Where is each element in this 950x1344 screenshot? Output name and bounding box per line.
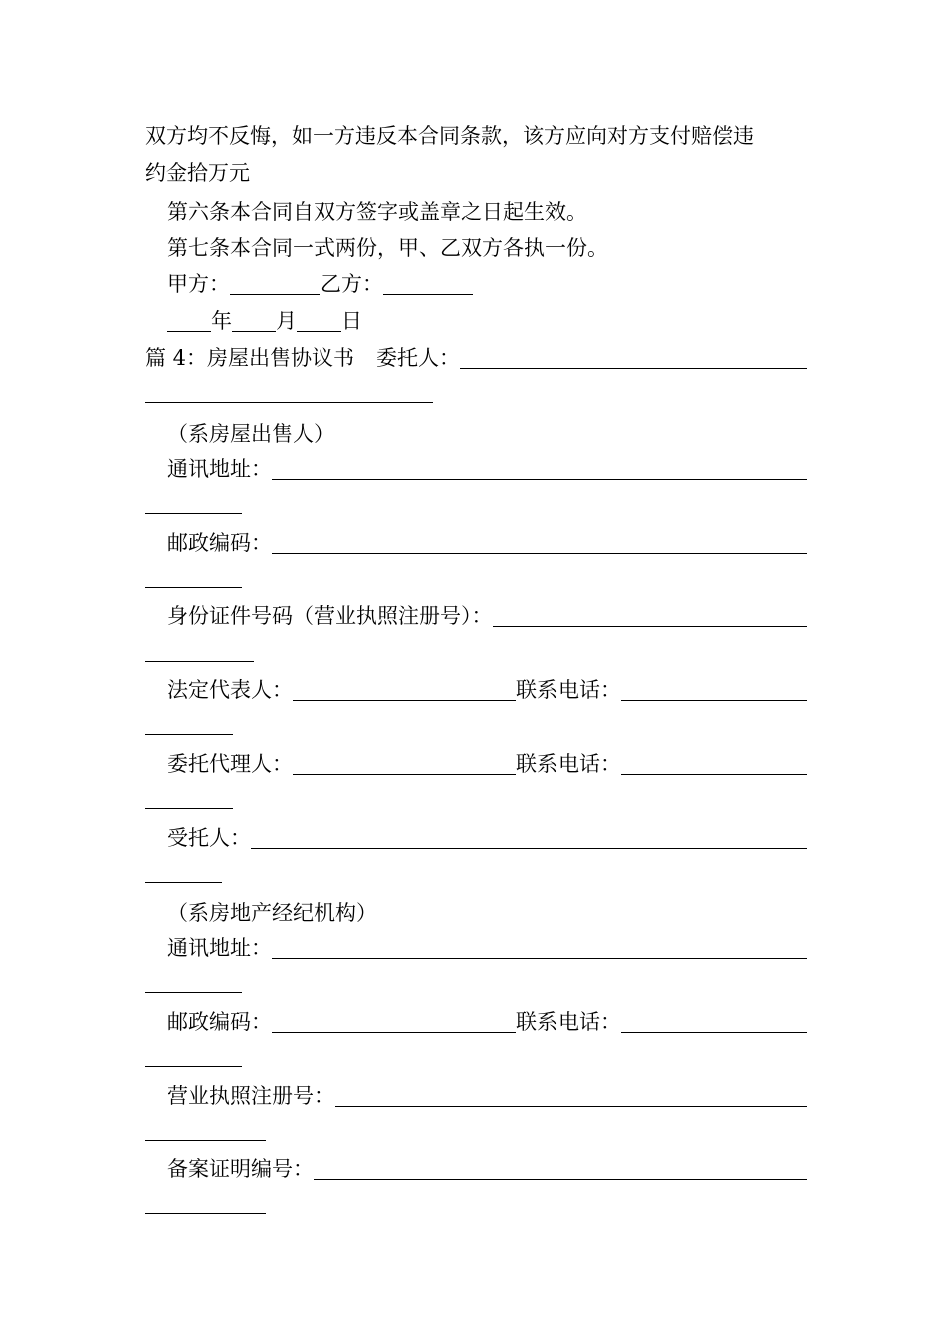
section-heading-line [145, 345, 807, 371]
agent-phone-blank-continued[interactable] [145, 808, 233, 809]
license-line [145, 1083, 807, 1109]
filing-line [145, 1156, 807, 1182]
article-7: 第七条本合同一式两份，甲、乙双方各执一份。 [167, 236, 608, 260]
trustee-blank-continued[interactable] [145, 882, 222, 883]
id-number-blank[interactable] [493, 606, 808, 627]
agent-label: 委托代理人： [167, 752, 293, 776]
paragraph-line: 双方均不反悔，如一方违反本合同条款，该方应向对方支付赔偿违 [145, 124, 754, 148]
seller-note: （系房屋出售人） [167, 422, 335, 446]
address-blank[interactable] [272, 459, 807, 480]
license-label: 营业执照注册号： [167, 1084, 335, 1108]
agency-address-blank[interactable] [272, 938, 807, 959]
postcode-label: 邮政编码： [167, 531, 272, 555]
filing-blank[interactable] [314, 1159, 807, 1180]
agency-phone-blank[interactable] [621, 1012, 807, 1033]
legal-rep-phone-blank[interactable] [621, 680, 807, 701]
legal-rep-phone-blank-continued[interactable] [145, 734, 233, 735]
agency-address-label: 通讯地址： [167, 936, 272, 960]
agency-postcode-label: 邮政编码： [167, 1010, 272, 1034]
filing-blank-continued[interactable] [145, 1213, 266, 1214]
article-6: 第六条本合同自双方签字或盖章之日起生效。 [167, 200, 587, 224]
year-blank[interactable] [167, 311, 211, 332]
postcode-line [145, 530, 807, 556]
agency-note: （系房地产经纪机构） [167, 901, 377, 925]
address-blank-continued[interactable] [145, 513, 242, 514]
legal-rep-blank[interactable] [293, 680, 516, 701]
agent-line [145, 751, 807, 777]
agency-phone-label: 联系电话： [516, 1010, 621, 1034]
address-line [145, 456, 807, 482]
postcode-blank-continued[interactable] [145, 587, 242, 588]
license-blank-continued[interactable] [145, 1140, 266, 1141]
agency-postcode-line [145, 1009, 807, 1035]
trustee-label: 受托人： [167, 826, 251, 850]
agency-postcode-blank[interactable] [272, 1012, 516, 1033]
paragraph-line: 约金拾万元 [145, 161, 250, 185]
address-label: 通讯地址： [167, 457, 272, 481]
agency-phone-blank-continued[interactable] [145, 1066, 242, 1067]
postcode-blank[interactable] [272, 533, 807, 554]
agency-address-blank-continued[interactable] [145, 992, 242, 993]
year-label: 年 [211, 309, 232, 333]
legal-rep-phone-label: 联系电话： [516, 678, 621, 702]
party-b-blank[interactable] [383, 274, 473, 295]
license-blank[interactable] [335, 1086, 807, 1107]
party-a-blank[interactable] [230, 274, 320, 295]
agent-phone-blank[interactable] [621, 754, 807, 775]
id-number-blank-continued[interactable] [145, 661, 254, 662]
signature-line [145, 271, 807, 297]
agent-phone-label: 联系电话： [516, 752, 621, 776]
date-line [145, 308, 807, 334]
legal-rep-label: 法定代表人： [167, 678, 293, 702]
principal-blank-continued[interactable] [145, 402, 433, 403]
filing-label: 备案证明编号： [167, 1157, 314, 1181]
day-label: 日 [341, 309, 362, 333]
party-a-label: 甲方： [167, 272, 230, 296]
party-b-label: 乙方： [320, 272, 383, 296]
month-label: 月 [276, 309, 297, 333]
section-heading: 篇 4：房屋出售协议书 [145, 346, 355, 370]
id-number-label: 身份证件号码（营业执照注册号）： [167, 604, 493, 628]
agency-address-line [145, 935, 807, 961]
day-blank[interactable] [297, 311, 341, 332]
id-number-line [145, 603, 807, 629]
legal-rep-line [145, 677, 807, 703]
trustee-blank[interactable] [251, 828, 807, 849]
principal-label: 委托人： [376, 346, 461, 370]
trustee-line [145, 825, 807, 851]
month-blank[interactable] [232, 311, 276, 332]
principal-blank[interactable] [460, 348, 807, 369]
agent-blank[interactable] [293, 754, 516, 775]
